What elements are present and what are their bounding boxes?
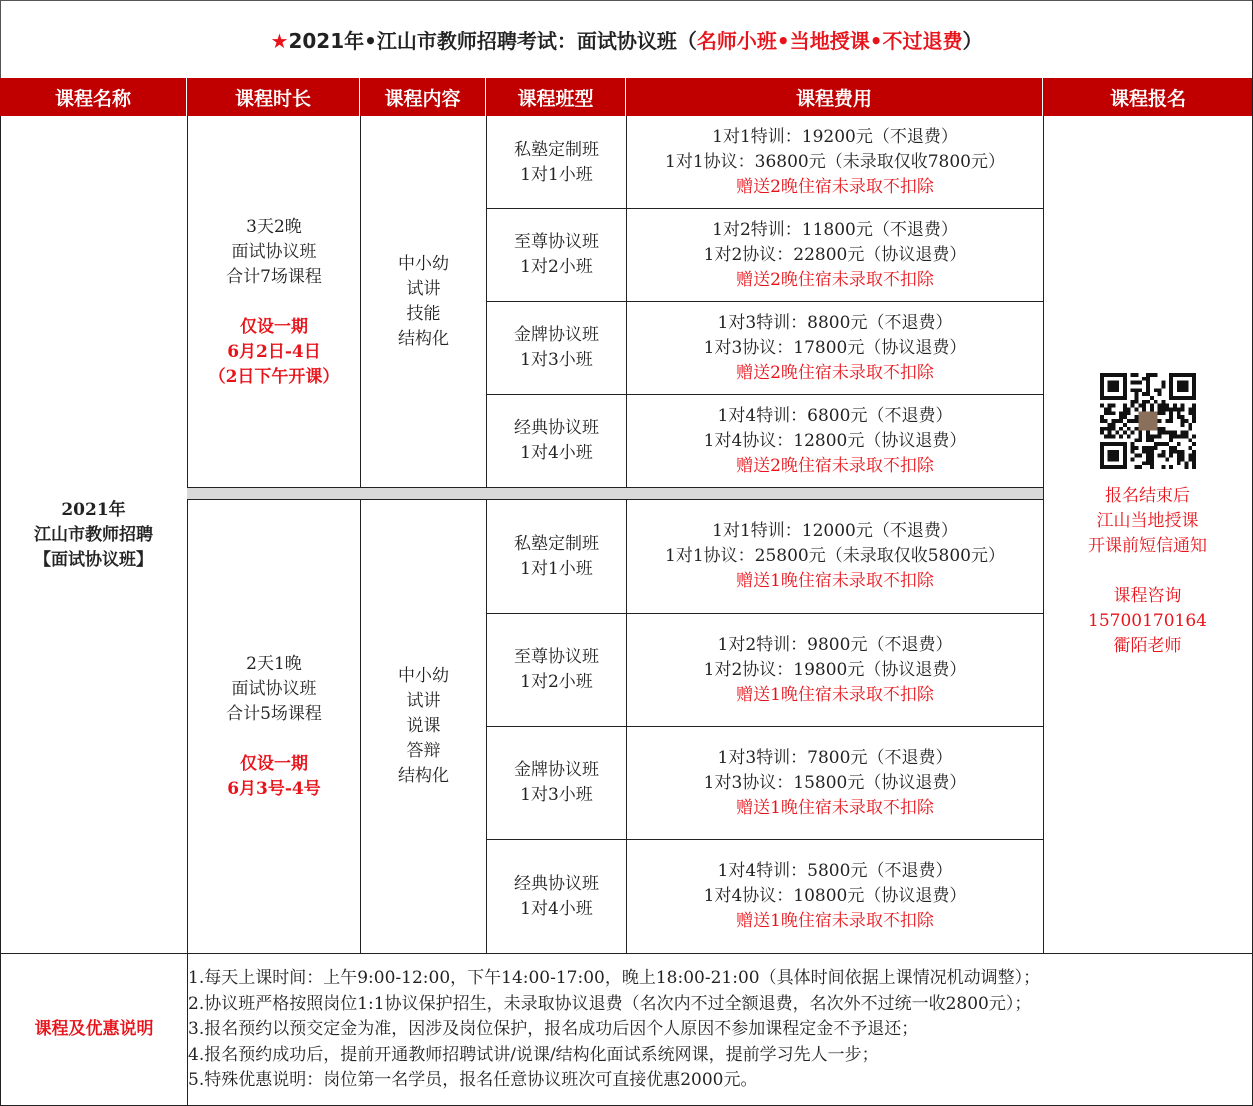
fee-line: 1对1特训：19200元（不退费） [712, 127, 958, 147]
fee-line: 1对2协议：19800元（协议退费） [703, 659, 967, 680]
fee-line: 1对3特训：7800元（不退费） [717, 747, 953, 768]
fee-line: 1对3特训：8800元（不退费） [717, 312, 953, 333]
qr-code-icon[interactable] [1100, 373, 1196, 469]
notes-label-cell [1, 954, 187, 1105]
table-header [0, 78, 1253, 116]
note-item: 4.报名预约成功后，提前开通教师招聘试讲/说课/结构化面试系统网课，提前学习先人一步； [188, 1044, 879, 1065]
content-line: 中小幼 [398, 666, 449, 686]
course-name-cell [0, 117, 187, 953]
content-line: 结构化 [398, 766, 449, 786]
star-icon: ★ [270, 29, 289, 53]
schedule-line: 6月3号-4号 [227, 778, 321, 799]
class-type-line: 经典协议班 [514, 418, 599, 438]
course-name-line: 江山市教师招聘 [34, 524, 153, 545]
content-cell [361, 500, 486, 953]
fee-cell [627, 840, 1043, 953]
content-line: 技能 [406, 304, 441, 324]
class-type-line: 1对3小班 [520, 350, 593, 370]
duration-cell [188, 117, 360, 487]
signup-line: 报名结束后 [1105, 486, 1190, 506]
fee-line: 1对2特训：9800元（不退费） [717, 634, 953, 655]
fee-line: 1对4特训：6800元（不退费） [717, 405, 953, 426]
gift-line: 赠送2晚住宿未录取不扣除 [736, 362, 934, 383]
class-type-line: 私塾定制班 [514, 533, 599, 554]
title-highlight: 名师小班•当地授课•不过退费 [696, 29, 963, 53]
fee-line: 1对4协议：10800元（协议退费） [703, 886, 967, 906]
class-type-line: 1对2小班 [520, 257, 593, 277]
header-duration: 课程时长 [187, 78, 360, 116]
class-type-line: 1对3小班 [520, 785, 593, 805]
gift-line: 赠送1晚住宿未录取不扣除 [736, 571, 934, 591]
duration-line: 面试协议班 [231, 241, 317, 262]
class-type-line: 至尊协议班 [514, 232, 599, 252]
schedule-line: 仅设一期 [240, 316, 308, 337]
duration-cell [188, 500, 360, 953]
fee-cell [627, 500, 1043, 613]
fee-cell [627, 302, 1043, 394]
schedule-line: （2日下午开课） [208, 366, 340, 387]
content-line: 结构化 [398, 329, 449, 349]
phone-number[interactable]: 15700170164 [1088, 611, 1207, 631]
notes-label: 课程及优惠说明 [34, 1019, 154, 1039]
signup-line: 课程咨询 [1113, 586, 1182, 606]
fee-line: 1对2特训：11800元（不退费） [712, 219, 958, 240]
content-line: 试讲 [406, 279, 441, 299]
class-type-cell [487, 117, 626, 208]
class-type-line: 1对1小班 [520, 558, 593, 579]
fee-line: 1对4特训：5800元（不退费） [717, 861, 953, 881]
gift-line: 赠送1晚住宿未录取不扣除 [736, 911, 934, 931]
content-cell [361, 117, 486, 487]
signup-info [1043, 484, 1252, 659]
class-type-cell [487, 302, 626, 394]
fee-line: 1对4协议：12800元（协议退费） [703, 430, 967, 451]
class-type-line: 1对1小班 [520, 164, 593, 185]
fee-cell [627, 117, 1043, 208]
class-type-cell [487, 727, 626, 839]
duration-line: 2天1晚 [246, 653, 302, 674]
class-type-cell [487, 500, 626, 613]
class-type-line: 金牌协议班 [514, 325, 599, 345]
class-type-line: 1对4小班 [520, 898, 593, 919]
course-name-line: 【面试协议班】 [34, 549, 153, 570]
gift-line: 赠送2晚住宿未录取不扣除 [736, 269, 934, 290]
content-line: 试讲 [406, 691, 441, 711]
duration-line: 合计5场课程 [226, 703, 322, 724]
fee-line: 1对3协议：15800元（协议退费） [703, 772, 967, 793]
fee-line: 1对1特训：12000元（不退费） [712, 521, 958, 541]
class-type-line: 1对2小班 [520, 672, 593, 692]
fee-cell [627, 614, 1043, 726]
content-line: 说课 [406, 716, 441, 736]
duration-line: 3天2晚 [246, 216, 302, 237]
fee-line: 1对2协议：22800元（协议退费） [703, 244, 967, 265]
note-item: 3.报名预约以预交定金为准，因涉及岗位保护，报名成功后因个人原因不参加课程定金不予退还； [188, 1019, 919, 1039]
fee-cell [627, 209, 1043, 301]
gift-line: 赠送1晚住宿未录取不扣除 [736, 797, 934, 818]
qr-center-photo [1138, 411, 1157, 430]
fee-cell [627, 395, 1043, 487]
note-item: 2.协议班严格按照岗位1:1协议保护招生，未录取协议退费（名次内不过全额退费，名次外不过统一收2800元）； [188, 993, 1032, 1014]
content-line: 答辩 [406, 741, 441, 761]
class-type-cell [487, 840, 626, 953]
class-type-line: 经典协议班 [514, 873, 599, 894]
duration-line: 合计7场课程 [226, 266, 322, 287]
note-item: 1.每天上课时间：上午9:00-12:00，下午14:00-17:00，晚上18:00-21:00（具体时间依据上课情况机动调整）； [188, 968, 1041, 988]
fee-cell [627, 727, 1043, 839]
class-type-line: 至尊协议班 [514, 647, 599, 667]
class-type-cell [487, 395, 626, 487]
class-type-line: 金牌协议班 [514, 760, 599, 780]
class-type-line: 私塾定制班 [514, 139, 599, 160]
header-course-name: 课程名称 [0, 78, 187, 116]
schedule-line: 6月2日-4日 [227, 341, 321, 362]
signup-line: 衢陌老师 [1113, 636, 1182, 656]
fee-line: 1对3协议：17800元（协议退费） [703, 337, 967, 358]
title-prefix: 2021年•江山市教师招聘考试：面试协议班（ [288, 29, 697, 53]
duration-line: 面试协议班 [231, 678, 317, 699]
fee-line: 1对1协议：36800元（未录取仅收7800元） [665, 152, 1005, 172]
fee-line: 1对1协议：25800元（未录取仅收5800元） [665, 546, 1005, 566]
notes-list [188, 966, 1248, 1094]
gift-line: 赠送2晚住宿未录取不扣除 [736, 455, 934, 476]
course-name-line: 2021年 [61, 499, 126, 520]
group-separator [187, 487, 1043, 500]
class-type-line: 1对4小班 [520, 443, 593, 463]
gift-line: 赠送2晚住宿未录取不扣除 [736, 177, 934, 197]
header-content: 课程内容 [360, 78, 486, 116]
schedule-line: 仅设一期 [240, 753, 308, 774]
gift-line: 赠送1晚住宿未录取不扣除 [736, 684, 934, 705]
signup-line: 开课前短信通知 [1088, 536, 1207, 556]
signup-line: 江山当地授课 [1096, 511, 1199, 531]
page-title [0, 0, 1253, 78]
header-fee: 课程费用 [626, 78, 1043, 116]
title-suffix: ） [962, 29, 983, 53]
header-signup: 课程报名 [1109, 87, 1186, 110]
class-type-cell [487, 209, 626, 301]
content-line: 中小幼 [398, 254, 449, 274]
grid-line [0, 953, 1253, 954]
header-class-type: 课程班型 [486, 78, 626, 116]
note-item: 5.特殊优惠说明：岗位第一名学员，报名任意协议班次可直接优惠2000元。 [188, 1070, 758, 1090]
class-type-cell [487, 614, 626, 726]
